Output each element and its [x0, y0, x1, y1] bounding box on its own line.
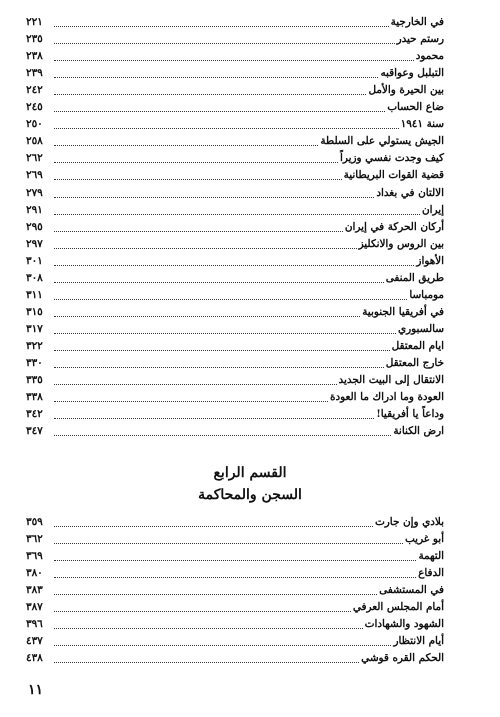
- toc-entry: [26, 14, 444, 31]
- toc-entry: [26, 287, 444, 304]
- toc-entry-title: في أفريقيا الجنوبية: [362, 305, 444, 318]
- dot-leader: [54, 315, 360, 317]
- toc-entry-title: الدفاع: [418, 567, 444, 580]
- toc-entry: [26, 338, 444, 355]
- toc-entry-page: ٣٢٢: [26, 339, 43, 352]
- toc-entry-title: الأهواز: [416, 254, 444, 267]
- toc-entry-page: ٣٠٨: [26, 271, 43, 284]
- toc-entry-page: ٣٨٣: [26, 584, 43, 597]
- toc-entry-title: الانتقال إلى البيت الجديد: [338, 374, 444, 387]
- toc-entry-title: سالسبوري: [398, 322, 444, 335]
- toc-entry-title: أركان الحركة في إيران: [344, 220, 444, 233]
- toc-entry-page: ٣٦٢: [26, 533, 43, 546]
- dot-leader: [54, 144, 318, 146]
- toc-entry-page: ٢٦٩: [26, 169, 43, 182]
- toc-entry: [26, 31, 444, 48]
- toc-entry-page: ٣٩٦: [26, 618, 43, 631]
- toc-entry-title: الحكم القره قوشي: [361, 652, 444, 665]
- dot-leader: [54, 230, 343, 232]
- toc-entry-title: الجيش يستولي على السلطة: [320, 135, 444, 148]
- toc-entry-title: ضاع الحساب: [387, 101, 444, 114]
- toc-entry: [26, 599, 444, 616]
- toc-entry-page: ٢٩١: [26, 203, 43, 216]
- dot-leader: [54, 434, 391, 436]
- toc-entry-title: خارج المعتقل: [385, 356, 444, 369]
- dot-leader: [54, 298, 407, 300]
- toc-entry: [26, 236, 444, 253]
- toc-entry-title: وداعاً يا أفريقيا!: [376, 408, 444, 421]
- dot-leader: [54, 178, 342, 180]
- toc-entry-title: التهمة: [418, 550, 444, 563]
- toc-entry: [26, 406, 444, 423]
- toc-entry: [26, 150, 444, 167]
- toc-entry-title: أبو غريب: [404, 533, 444, 546]
- toc-entry-page: ٣١٥: [26, 305, 43, 318]
- toc-entry-title: ايام المعتقل: [391, 339, 444, 352]
- toc-entry-page: ٢٥٨: [26, 135, 43, 148]
- toc-entry: [26, 304, 444, 321]
- toc-entry: [26, 616, 444, 633]
- toc-entry-title: الشهود والشهادات: [364, 618, 444, 631]
- toc-entry-title: رستم حيدر: [396, 33, 444, 46]
- toc-entry: [26, 133, 444, 150]
- dot-leader: [54, 196, 374, 198]
- toc-entry: [26, 184, 444, 201]
- dot-leader: [54, 127, 399, 129]
- toc-entry-page: ٢٩٥: [26, 220, 43, 233]
- toc-entry: [26, 82, 444, 99]
- toc-entry: [26, 321, 444, 338]
- toc-entry-title: في المستشفى: [379, 584, 444, 597]
- toc-entry-page: ٣٠١: [26, 254, 43, 267]
- toc-entry-title: كيف وجدت نفسي وزيراً: [340, 152, 444, 165]
- dot-leader: [54, 661, 359, 663]
- toc-entry-page: ٤٣٧: [26, 635, 43, 648]
- toc-entry: [26, 423, 444, 440]
- toc-entry-title: العودة وما ادراك ما العودة: [330, 391, 444, 404]
- toc-entry: [26, 650, 444, 667]
- toc-entry: [26, 48, 444, 65]
- toc-entry: [26, 514, 444, 531]
- toc-entry: [26, 582, 444, 599]
- dot-leader: [54, 42, 395, 44]
- toc-entry-page: ٣٣٨: [26, 391, 43, 404]
- toc-entry-page: ٢٩٧: [26, 237, 43, 250]
- toc-entry-page: ٣٤٢: [26, 408, 43, 421]
- dot-leader: [54, 576, 416, 578]
- toc-entry-page: ٣١٧: [26, 322, 43, 335]
- toc-entry-title: مومباسا: [409, 288, 444, 301]
- toc-entry: [26, 202, 444, 219]
- dot-leader: [54, 213, 420, 215]
- toc-entry-page: ٢٤٥: [26, 101, 43, 114]
- toc-entry: [26, 270, 444, 287]
- dot-leader: [54, 542, 403, 544]
- dot-leader: [54, 366, 384, 368]
- dot-leader: [54, 349, 390, 351]
- toc-entry-title: أيام الانتظار: [393, 635, 444, 648]
- dot-leader: [54, 559, 416, 561]
- toc-entry-page: ٤٣٨: [26, 652, 43, 665]
- dot-leader: [54, 644, 391, 646]
- toc-entry: [26, 65, 444, 82]
- toc-entry-page: ٣٤٧: [26, 425, 43, 438]
- dot-leader: [54, 25, 389, 27]
- toc-entry-title: التبلبل وعواقبه: [380, 67, 444, 80]
- toc-entry: [26, 219, 444, 236]
- toc-entry: [26, 167, 444, 184]
- toc-list-top: [26, 14, 444, 440]
- dot-leader: [54, 110, 385, 112]
- dot-leader: [54, 627, 363, 629]
- toc-entry: [26, 372, 444, 389]
- toc-entry-page: ٣٥٩: [26, 516, 43, 529]
- dot-leader: [54, 264, 414, 266]
- toc-entry-page: ٣١١: [26, 288, 43, 301]
- toc-list-bottom: [26, 514, 444, 667]
- toc-entry-title: بين الحيرة والأمل: [368, 84, 444, 97]
- toc-entry: [26, 548, 444, 565]
- toc-entry: [26, 355, 444, 372]
- toc-entry-page: ٢٥٠: [26, 118, 43, 131]
- toc-entry-page: ٣٨٧: [26, 601, 43, 614]
- dot-leader: [54, 161, 338, 163]
- dot-leader: [54, 247, 357, 249]
- toc-entry-page: ٢٤٢: [26, 84, 43, 97]
- toc-entry-page: ٢٣٨: [26, 50, 43, 63]
- toc-entry: [26, 633, 444, 650]
- dot-leader: [54, 332, 396, 334]
- toc-entry-page: ٣٣٠: [26, 356, 43, 369]
- toc-entry-title: بين الروس والانكليز: [358, 237, 444, 250]
- toc-entry-title: ارض الكنانة: [393, 425, 444, 438]
- toc-entry-page: ٢٦٢: [26, 152, 43, 165]
- toc-entry-title: طريق المنفى: [385, 271, 444, 284]
- toc-entry-page: ٢٣٩: [26, 67, 43, 80]
- toc-entry-page: ٣٣٥: [26, 374, 43, 387]
- dot-leader: [54, 400, 328, 402]
- toc-entry-page: ٢٣٥: [26, 33, 43, 46]
- toc-entry-title: إيران: [421, 203, 444, 216]
- toc-entry-title: الالتان في بغداد: [376, 186, 444, 199]
- toc-entry-page: ٢٢١: [26, 16, 43, 29]
- dot-leader: [54, 417, 374, 419]
- toc-entry: [26, 389, 444, 406]
- toc-entry-title: في الخارجية: [390, 16, 444, 29]
- toc-entry-title: محمود: [415, 50, 444, 63]
- toc-entry: [26, 99, 444, 116]
- dot-leader: [54, 59, 414, 61]
- toc-entry-title: سنة ١٩٤١: [400, 118, 444, 131]
- toc-entry-title: قضية القوات البريطانية: [343, 169, 444, 182]
- toc-entry-page: ٢٧٩: [26, 186, 43, 199]
- dot-leader: [54, 610, 351, 612]
- toc-entry-page: ٣٨٠: [26, 567, 43, 580]
- toc-entry: [26, 565, 444, 582]
- dot-leader: [54, 593, 377, 595]
- dot-leader: [54, 93, 366, 95]
- toc-entry-page: ٣٦٩: [26, 550, 43, 563]
- toc-entry-title: بلادي وإن جارت: [374, 516, 444, 529]
- dot-leader: [54, 525, 373, 527]
- section-subheading: السجن والمحاكمة: [198, 487, 302, 503]
- dot-leader: [54, 76, 378, 78]
- dot-leader: [54, 383, 337, 385]
- toc-entry: [26, 116, 444, 133]
- toc-entry-title: أمام المجلس العرفي: [352, 601, 444, 614]
- section-heading: القسم الرابع: [213, 465, 287, 481]
- toc-entry: [26, 531, 444, 548]
- page-number: ١١: [28, 682, 44, 698]
- dot-leader: [54, 281, 384, 283]
- toc-entry: [26, 253, 444, 270]
